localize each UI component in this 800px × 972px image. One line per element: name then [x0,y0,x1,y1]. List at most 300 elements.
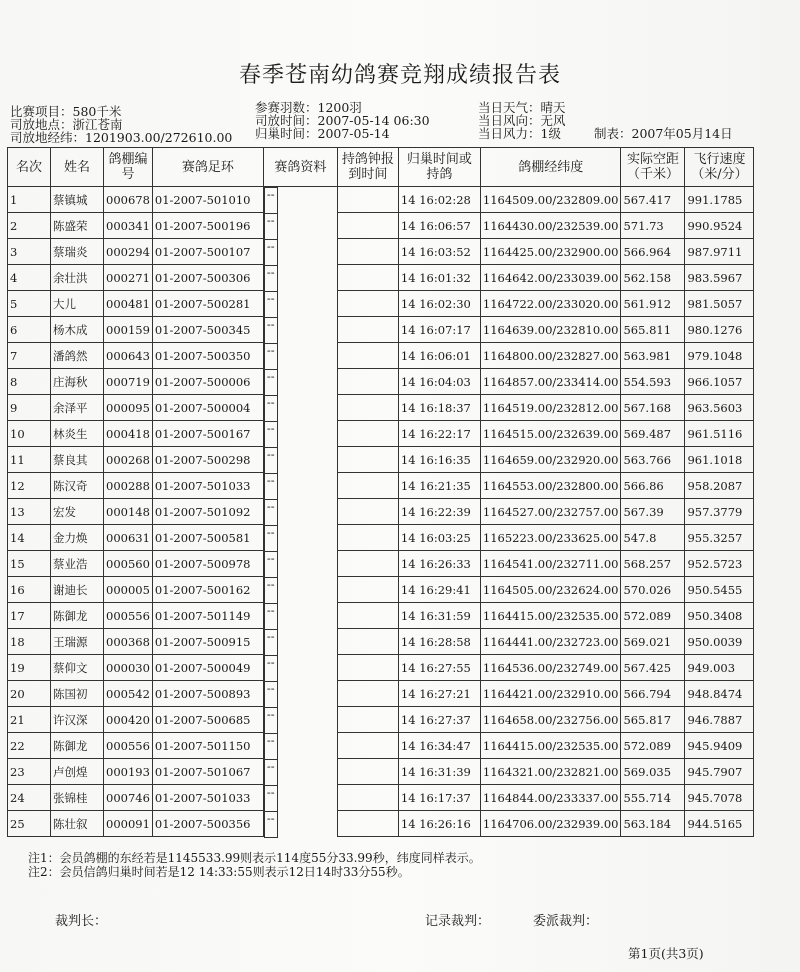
cell-pigeon-info: -- [264,811,278,838]
cell-pigeon-info: -- [264,759,278,786]
cell-coordinates: 1164642.00/233039.00 [480,265,621,291]
cell-loft-no: 000271 [104,265,153,291]
race-info-left [10,105,232,144]
cell-coordinates: 1165223.00/233625.00 [480,525,621,551]
table-made-date: 制表：2007年05月14日 [594,126,733,141]
cell-pigeon-info: -- [264,525,278,552]
cell-distance: 565.811 [621,317,685,343]
cell-clock-time [337,447,398,473]
cell-name: 陈壮叙 [51,811,104,837]
cell-loft-no: 000148 [104,499,153,525]
table-row [8,421,754,447]
cell-speed: 991.1785 [685,187,754,213]
chief-judge-signature: 裁判长： [55,914,108,929]
footnote-1: 注1：会员鸽棚的东经若是1145533.99则表示114度55分33.99秒，纬度同样表示。 [28,851,481,865]
cell-name: 卢创煌 [51,759,104,785]
cell-clock-time [337,343,398,369]
cell-coordinates: 1164658.00/232756.00 [480,707,621,733]
cell-return-time: 14 16:28:58 [398,629,480,655]
cell-pigeon-info: -- [264,629,278,656]
table-row [8,681,754,707]
cell-speed: 981.5057 [685,291,754,317]
cell-name: 张锦桂 [51,785,104,811]
cell-return-time: 14 16:26:33 [398,551,480,577]
cell-rank: 9 [8,395,51,421]
cell-clock-time [337,681,398,707]
cell-coordinates: 1164553.00/232800.00 [480,473,621,499]
cell-return-time: 14 16:26:16 [398,811,480,837]
cell-name: 王瑞源 [51,629,104,655]
cell-clock-time [337,369,398,395]
cell-coordinates: 1164425.00/232900.00 [480,239,621,265]
cell-name: 陈汉奇 [51,473,104,499]
cell-loft-no: 000005 [104,577,153,603]
return-time: 归巢时间：2007-05-14 [255,126,390,141]
cell-clock-time [337,603,398,629]
cell-return-time: 14 16:04:03 [398,369,480,395]
cell-distance: 562.158 [621,265,685,291]
race-item: 比赛项目：580千米 [10,104,122,119]
cell-coordinates: 1164321.00/232821.00 [480,759,621,785]
cell-rank: 20 [8,681,51,707]
cell-distance: 567.168 [621,395,685,421]
table-row [8,239,754,265]
cell-loft-no: 000030 [104,655,153,681]
cell-clock-time [337,421,398,447]
cell-clock-time [337,187,398,213]
cell-loft-no: 000746 [104,785,153,811]
cell-speed: 961.5116 [685,421,754,447]
cell-rank: 23 [8,759,51,785]
cell-name: 陈盛荣 [51,213,104,239]
table-row [8,343,754,369]
entry-count: 参赛羽数：1200羽 [255,100,362,115]
table-row [8,499,754,525]
cell-clock-time [337,655,398,681]
cell-distance: 572.089 [621,603,685,629]
header-clock-time: 持鸽钟报到时间 [337,148,398,187]
header-speed: 飞行速度（米/分） [685,148,754,187]
table-row [8,655,754,681]
cell-name: 潘鸽然 [51,343,104,369]
cell-rank: 21 [8,707,51,733]
cell-distance: 563.766 [621,447,685,473]
cell-distance: 563.184 [621,811,685,837]
cell-loft-no: 000159 [104,317,153,343]
cell-loft-no: 000091 [104,811,153,837]
cell-name: 陈御龙 [51,733,104,759]
cell-distance: 569.021 [621,629,685,655]
cell-loft-no: 000556 [104,733,153,759]
cell-coordinates: 1164659.00/232920.00 [480,447,621,473]
cell-speed: 957.3779 [685,499,754,525]
cell-coordinates: 1164800.00/232827.00 [480,343,621,369]
cell-name: 蔡瑞炎 [51,239,104,265]
cell-name: 许汉深 [51,707,104,733]
cell-ring: 01-2007-500915 [152,629,263,655]
table-row [8,707,754,733]
cell-coordinates: 1164527.00/232757.00 [480,499,621,525]
cell-return-time: 14 16:03:52 [398,239,480,265]
cell-pigeon-info: -- [264,603,278,630]
cell-coordinates: 1164541.00/232711.00 [480,551,621,577]
cell-rank: 1 [8,187,51,213]
cell-clock-time [337,733,398,759]
cell-speed: 958.2087 [685,473,754,499]
cell-rank: 15 [8,551,51,577]
cell-name: 谢迪长 [51,577,104,603]
cell-distance: 566.794 [621,681,685,707]
cell-name: 蔡镇城 [51,187,104,213]
cell-distance: 565.817 [621,707,685,733]
table-row [8,395,754,421]
cell-coordinates: 1164515.00/232639.00 [480,421,621,447]
cell-return-time: 14 16:29:41 [398,577,480,603]
cell-speed: 961.1018 [685,447,754,473]
cell-pigeon-info: -- [264,395,278,422]
results-table [7,147,754,837]
cell-ring: 01-2007-500167 [152,421,263,447]
cell-return-time: 14 16:21:35 [398,473,480,499]
header-ring: 赛鸽足环 [152,148,263,187]
cell-pigeon-info: -- [264,681,278,708]
cell-ring: 01-2007-501092 [152,499,263,525]
cell-ring: 01-2007-500345 [152,317,263,343]
cell-rank: 12 [8,473,51,499]
cell-pigeon-info: -- [264,785,278,812]
cell-clock-time [337,785,398,811]
cell-ring: 01-2007-500350 [152,343,263,369]
cell-clock-time [337,291,398,317]
cell-clock-time [337,317,398,343]
table-row [8,369,754,395]
table-body [8,187,754,837]
cell-speed: 990.9524 [685,213,754,239]
cell-distance: 547.8 [621,525,685,551]
cell-speed: 980.1276 [685,317,754,343]
cell-speed: 979.1048 [685,343,754,369]
cell-distance: 571.73 [621,213,685,239]
footnote-2: 注2：会员信鸽归巢时间若是12 14:33:55则表示12日14时33分55秒。 [28,865,410,879]
wind-force: 当日风力：1级 [478,126,561,141]
cell-pigeon-info: -- [264,369,278,396]
cell-loft-no: 000268 [104,447,153,473]
cell-coordinates: 1164421.00/232910.00 [480,681,621,707]
cell-coordinates: 1164706.00/232939.00 [480,811,621,837]
cell-ring: 01-2007-500685 [152,707,263,733]
release-location: 司放地点：浙江苍南 [10,117,123,132]
cell-pigeon-info: -- [264,655,278,682]
cell-speed: 950.3408 [685,603,754,629]
header-pigeon-info: 赛鸽资料 [263,148,337,187]
table-row [8,759,754,785]
cell-distance: 567.39 [621,499,685,525]
cell-ring: 01-2007-501010 [152,187,263,213]
cell-clock-time [337,707,398,733]
cell-loft-no: 000294 [104,239,153,265]
table-row [8,291,754,317]
cell-rank: 5 [8,291,51,317]
cell-loft-no: 000288 [104,473,153,499]
cell-pigeon-info: -- [264,187,278,214]
cell-distance: 566.964 [621,239,685,265]
cell-ring: 01-2007-500978 [152,551,263,577]
cell-name: 林炎生 [51,421,104,447]
cell-speed: 955.3257 [685,525,754,551]
cell-coordinates: 1164415.00/232535.00 [480,603,621,629]
cell-ring: 01-2007-500581 [152,525,263,551]
cell-pigeon-info: -- [264,343,278,370]
cell-name: 宏发 [51,499,104,525]
cell-rank: 14 [8,525,51,551]
cell-loft-no: 000643 [104,343,153,369]
cell-distance: 567.417 [621,187,685,213]
cell-pigeon-info: -- [264,447,278,474]
record-judge-signature: 记录裁判： [425,914,491,929]
cell-loft-no: 000368 [104,629,153,655]
cell-pigeon-info: -- [264,317,278,344]
table-row [8,317,754,343]
cell-clock-time [337,577,398,603]
cell-loft-no: 000193 [104,759,153,785]
cell-pigeon-info: -- [264,577,278,604]
table-row [8,577,754,603]
cell-return-time: 14 16:03:25 [398,525,480,551]
cell-coordinates: 1164430.00/232539.00 [480,213,621,239]
cell-rank: 7 [8,343,51,369]
cell-pigeon-info: -- [264,473,278,500]
header-name: 姓名 [51,148,104,187]
cell-loft-no: 000556 [104,603,153,629]
cell-rank: 4 [8,265,51,291]
cell-clock-time [337,551,398,577]
cell-rank: 19 [8,655,51,681]
cell-clock-time [337,395,398,421]
cell-speed: 983.5967 [685,265,754,291]
cell-name: 蔡良其 [51,447,104,473]
cell-return-time: 14 16:18:37 [398,395,480,421]
cell-ring: 01-2007-501033 [152,473,263,499]
cell-return-time: 14 16:06:01 [398,343,480,369]
cell-rank: 24 [8,785,51,811]
cell-loft-no: 000542 [104,681,153,707]
table-row [8,733,754,759]
cell-return-time: 14 16:22:39 [398,499,480,525]
table-row [8,473,754,499]
cell-loft-no: 000420 [104,707,153,733]
cell-return-time: 14 16:27:37 [398,707,480,733]
table-row [8,525,754,551]
cell-ring: 01-2007-500006 [152,369,263,395]
cell-loft-no: 000631 [104,525,153,551]
cell-return-time: 14 16:27:21 [398,681,480,707]
cell-ring: 01-2007-500107 [152,239,263,265]
cell-return-time: 14 16:06:57 [398,213,480,239]
table-row [8,265,754,291]
cell-ring: 01-2007-500004 [152,395,263,421]
cell-speed: 949.003 [685,655,754,681]
cell-loft-no: 000678 [104,187,153,213]
cell-coordinates: 1164857.00/233414.00 [480,369,621,395]
table-row [8,213,754,239]
weather: 当日天气：晴天 [478,100,566,115]
cell-pigeon-info: -- [264,291,278,318]
race-info-right [478,101,566,140]
cell-speed: 944.5165 [685,811,754,837]
cell-ring: 01-2007-500356 [152,811,263,837]
cell-name: 蔡业浩 [51,551,104,577]
cell-name: 余壮洪 [51,265,104,291]
cell-name: 庄海秋 [51,369,104,395]
cell-rank: 3 [8,239,51,265]
cell-pigeon-info: -- [264,239,278,266]
cell-return-time: 14 16:01:32 [398,265,480,291]
cell-pigeon-info: -- [264,551,278,578]
cell-ring: 01-2007-500162 [152,577,263,603]
cell-ring: 01-2007-500893 [152,681,263,707]
page-number: 第1页(共3页) [628,946,704,961]
cell-clock-time [337,213,398,239]
cell-loft-no: 000418 [104,421,153,447]
cell-return-time: 14 16:27:55 [398,655,480,681]
cell-clock-time [337,629,398,655]
table-header-row [8,148,754,187]
cell-return-time: 14 16:31:39 [398,759,480,785]
cell-ring: 01-2007-501150 [152,733,263,759]
cell-clock-time [337,759,398,785]
cell-speed: 946.7887 [685,707,754,733]
cell-rank: 16 [8,577,51,603]
cell-distance: 566.86 [621,473,685,499]
release-coordinates: 司放地经纬：1201903.00/272610.00 [10,130,233,145]
cell-coordinates: 1164441.00/232723.00 [480,629,621,655]
cell-coordinates: 1164415.00/232535.00 [480,733,621,759]
cell-return-time: 14 16:02:28 [398,187,480,213]
cell-rank: 22 [8,733,51,759]
cell-speed: 966.1057 [685,369,754,395]
cell-name: 杨木成 [51,317,104,343]
cell-distance: 569.035 [621,759,685,785]
cell-return-time: 14 16:34:47 [398,733,480,759]
cell-ring: 01-2007-501149 [152,603,263,629]
cell-clock-time [337,473,398,499]
cell-distance: 563.981 [621,343,685,369]
assigned-judge-signature: 委派裁判： [533,914,599,929]
cell-speed: 945.7907 [685,759,754,785]
cell-pigeon-info: -- [264,265,278,292]
cell-rank: 8 [8,369,51,395]
cell-rank: 10 [8,421,51,447]
cell-distance: 572.089 [621,733,685,759]
cell-name: 蔡仰文 [51,655,104,681]
release-time: 司放时间：2007-05-14 06:30 [255,113,430,128]
cell-rank: 13 [8,499,51,525]
cell-distance: 554.593 [621,369,685,395]
table-row [8,187,754,213]
cell-ring: 01-2007-501067 [152,759,263,785]
cell-name: 金力焕 [51,525,104,551]
cell-coordinates: 1164509.00/232809.00 [480,187,621,213]
cell-clock-time [337,811,398,837]
cell-loft-no: 000341 [104,213,153,239]
cell-ring: 01-2007-500049 [152,655,263,681]
cell-speed: 987.9711 [685,239,754,265]
cell-distance: 567.425 [621,655,685,681]
table-row [8,785,754,811]
table-row [8,551,754,577]
cell-coordinates: 1164536.00/232749.00 [480,655,621,681]
cell-loft-no: 000719 [104,369,153,395]
cell-ring: 01-2007-501033 [152,785,263,811]
cell-speed: 963.5603 [685,395,754,421]
cell-speed: 948.8474 [685,681,754,707]
cell-return-time: 14 16:17:37 [398,785,480,811]
cell-coordinates: 1164844.00/233337.00 [480,785,621,811]
header-rank: 名次 [8,148,51,187]
cell-ring: 01-2007-500196 [152,213,263,239]
report-title: 春季苍南幼鸽赛竞翔成绩报告表 [238,63,561,88]
cell-speed: 950.0039 [685,629,754,655]
cell-speed: 950.5455 [685,577,754,603]
cell-rank: 17 [8,603,51,629]
cell-name: 陈御龙 [51,603,104,629]
cell-loft-no: 000095 [104,395,153,421]
wind-direction: 当日风向：无风 [478,113,566,128]
cell-pigeon-info: -- [264,213,278,240]
header-coordinates: 鸽棚经纬度 [480,148,621,187]
cell-clock-time [337,525,398,551]
cell-pigeon-info: -- [264,421,278,448]
cell-loft-no: 000560 [104,551,153,577]
cell-distance: 561.912 [621,291,685,317]
cell-return-time: 14 16:31:59 [398,603,480,629]
cell-speed: 952.5723 [685,551,754,577]
cell-clock-time [337,265,398,291]
cell-loft-no: 000481 [104,291,153,317]
cell-rank: 18 [8,629,51,655]
table-row [8,629,754,655]
cell-ring: 01-2007-500298 [152,447,263,473]
cell-coordinates: 1164519.00/232812.00 [480,395,621,421]
cell-distance: 569.487 [621,421,685,447]
cell-name: 大儿 [51,291,104,317]
cell-rank: 2 [8,213,51,239]
header-return-time: 归巢时间或持鸽 [398,148,480,187]
table-row [8,603,754,629]
cell-name: 余泽平 [51,395,104,421]
footnotes [28,851,481,879]
race-info-middle [255,101,430,140]
cell-pigeon-info: -- [264,707,278,734]
cell-coordinates: 1164505.00/232624.00 [480,577,621,603]
header-loft-no: 鸽棚编号 [104,148,153,187]
cell-rank: 11 [8,447,51,473]
cell-return-time: 14 16:22:17 [398,421,480,447]
cell-coordinates: 1164639.00/232810.00 [480,317,621,343]
cell-distance: 568.257 [621,551,685,577]
cell-ring: 01-2007-500306 [152,265,263,291]
cell-coordinates: 1164722.00/233020.00 [480,291,621,317]
cell-pigeon-info: -- [264,499,278,526]
cell-rank: 6 [8,317,51,343]
cell-clock-time [337,239,398,265]
cell-distance: 570.026 [621,577,685,603]
cell-clock-time [337,499,398,525]
cell-ring: 01-2007-500281 [152,291,263,317]
table-row [8,447,754,473]
header-distance: 实际空距（千米） [621,148,685,187]
cell-speed: 945.7078 [685,785,754,811]
